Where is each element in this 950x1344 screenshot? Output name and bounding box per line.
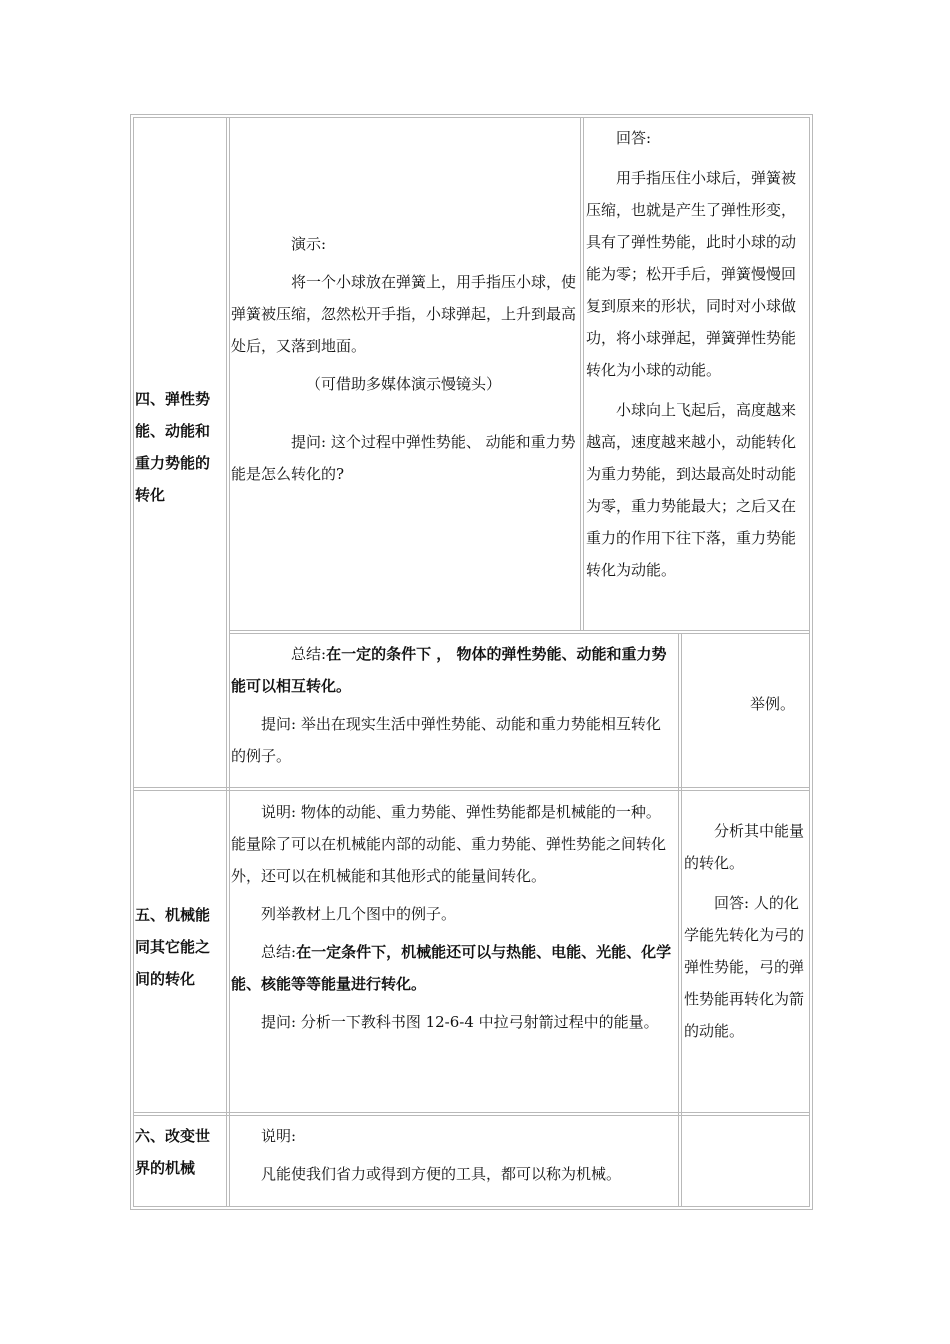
s5-summary-prefix: 总结:: [261, 943, 297, 961]
s4-upper-col-divider-2: [583, 117, 584, 630]
s4-summary-bold: 在一定的条件下 ， 物体的弹性势能、动能和重力势能可以相互转化。: [231, 645, 667, 695]
s5-question: 提问: 分析一下教科书图 12-6-4 中拉弓射箭过程中的能量。: [261, 1013, 659, 1031]
table-border-bottom-inner: [133, 1206, 810, 1207]
s6-content-cell: [231, 1120, 675, 1190]
s4-demo-note: （可借助多媒体演示慢镜头）: [305, 375, 501, 393]
lower-col-divider-2: [681, 633, 682, 1207]
s4-demo-title: 演示:: [291, 235, 327, 253]
s4-answer-title: 回答:: [616, 129, 652, 147]
s4-answer-p2: 小球向上飞起后，高度越来越高，速度越来越小，动能转化为重力势能，到达最高处时动能为零，重力势能最大；之后又在重力的作用下往下落，重力势能转化为动能。: [586, 401, 797, 579]
section4-label: 四、弹性势能、动能和重力势能的转化: [135, 390, 211, 504]
table-border-top-inner: [133, 117, 810, 118]
s4-answer-cell: [586, 122, 803, 586]
s5-explain: 说明: 物体的动能、重力势能、弹性势能都是机械能的一种。能量除了可以在机械能内部的动能、重力势能、弹性势能之间转化外，还可以在机械能和其他形式的能量间转化。: [231, 803, 667, 885]
row-sep-4-5-2: [133, 790, 810, 791]
label-col-divider-2: [229, 117, 230, 1207]
table-border-right: [812, 114, 813, 1210]
s4-summary: [231, 638, 675, 702]
s4-example: 举例。: [750, 695, 796, 713]
s6-explain-text: 凡能使我们省力或得到方便的工具，都可以称为机械。: [261, 1165, 622, 1183]
s6-explain-title: 说明:: [261, 1127, 297, 1145]
table-border-left-inner: [133, 117, 134, 1207]
s5-side2: 回答: 人的化学能先转化为弓的弹性势能，弓的弹性势能再转化为箭的动能。: [684, 894, 805, 1040]
section5-label: 五、机械能同其它能之间的转化: [135, 906, 211, 988]
table-border-right-inner: [809, 117, 810, 1207]
s4-upper-col-divider: [580, 117, 581, 630]
s5-summary: [231, 936, 675, 1000]
table-border-left: [130, 114, 131, 1210]
s4-sub-row-divider-2: [229, 633, 809, 634]
row-sep-5-6: [133, 1112, 810, 1113]
s5-side-cell: [684, 815, 805, 1047]
s5-side1: 分析其中能量的转化。: [684, 822, 805, 872]
s4-question: 提问: 这个过程中弹性势能、 动能和重力势能是怎么转化的?: [231, 433, 576, 483]
s5-content-cell: [231, 796, 675, 1038]
lower-col-divider: [678, 633, 679, 1207]
table-border-bottom: [130, 1209, 813, 1210]
s5-list: 列举教材上几个图中的例子。: [261, 905, 457, 923]
s4-demo-text: 将一个小球放在弹簧上，用手指压小球，使弹簧被压缩，忽然松开手指，小球弹起，上升到最高处后，又落到地面。: [231, 273, 577, 355]
s4-summary-cell: [231, 638, 675, 772]
section6-label: 六、改变世界的机械: [135, 1127, 211, 1177]
s4-demo-cell: [231, 228, 576, 490]
s4-answer-p1: 用手指压住小球后，弹簧被压缩，也就是产生了弹性形变，具有了弹性势能，此时小球的动能为零；松开手后，弹簧慢慢回复到原来的形状，同时对小球做功，将小球弹起，弹簧弹性势能转化为小球的动能。: [586, 169, 797, 379]
s4-summary-prefix: 总结:: [291, 645, 327, 663]
s4-example-cell: [684, 688, 805, 720]
row-sep-4-5: [133, 787, 810, 788]
s4-sub-row-divider: [229, 630, 809, 631]
s5-summary-bold: 在一定条件下，机械能还可以与热能、电能、光能、化学能、核能等等能量进行转化。: [231, 943, 672, 993]
label-col-divider: [226, 117, 227, 1207]
row-sep-5-6-2: [133, 1115, 810, 1116]
table-border-top: [130, 114, 813, 115]
s4-question2: 提问: 举出在现实生活中弹性势能、动能和重力势能相互转化的例子。: [231, 715, 661, 765]
